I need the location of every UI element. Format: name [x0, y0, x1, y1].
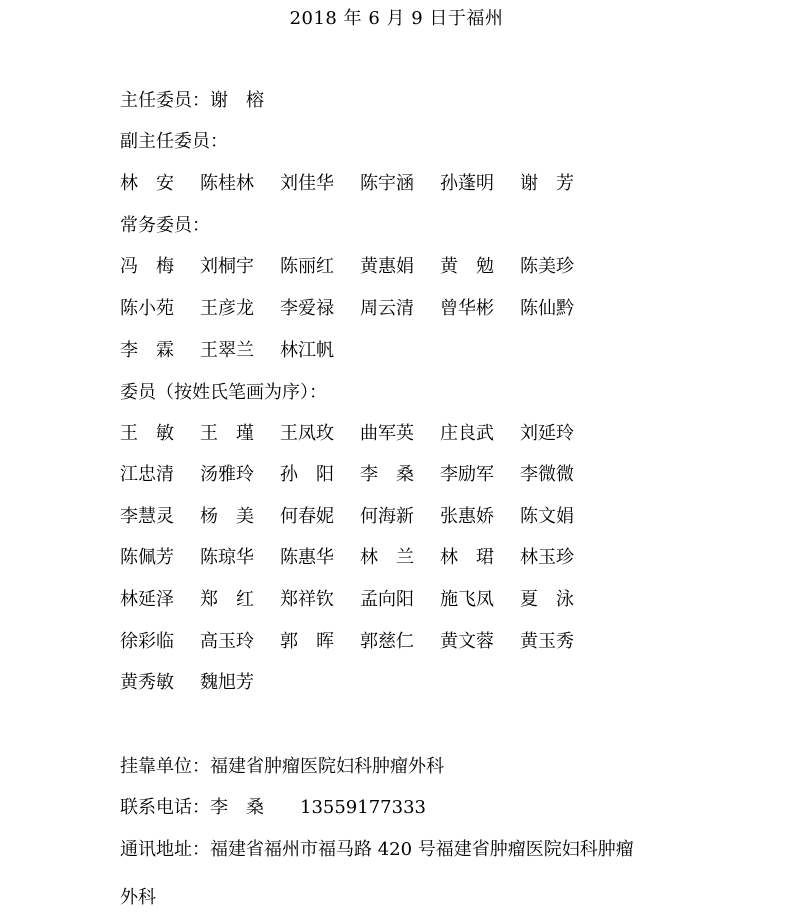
name-item: 郑 红	[200, 589, 254, 610]
member-row	[120, 587, 600, 613]
name-item: 郭 晖	[280, 631, 334, 652]
name-item: 施飞凤	[440, 589, 494, 610]
name-item: 孙 阳	[280, 464, 334, 485]
name-item: 李爱禄	[280, 298, 334, 319]
name-item: 魏旭芳	[200, 672, 254, 693]
name-item: 黄惠娟	[360, 256, 414, 277]
name-item: 刘佳华	[280, 173, 334, 194]
name-item: 何春妮	[280, 506, 334, 527]
member-row	[120, 462, 600, 488]
address-line: 通讯地址：福建省福州市福马路 420 号福建省肿瘤医院妇科肿瘤	[120, 839, 634, 860]
name-item: 夏 泳	[520, 589, 574, 610]
name-item: 黄玉秀	[520, 631, 574, 652]
name-item: 汤雅玲	[200, 464, 254, 485]
name-item: 谢 芳	[520, 173, 574, 194]
name-item: 林延泽	[120, 589, 174, 610]
date-line: 2018 年 6 月 9 日于福州	[289, 8, 504, 29]
name-item: 李 桑	[360, 464, 414, 485]
name-item: 周云清	[360, 298, 414, 319]
vice-director-row	[120, 171, 600, 197]
member-row	[120, 670, 280, 696]
name-item: 陈丽红	[280, 256, 334, 277]
name-item: 曾华彬	[440, 298, 494, 319]
name-item: 陈美珍	[520, 256, 574, 277]
name-item: 张惠娇	[440, 506, 494, 527]
standing-row	[120, 338, 360, 364]
member-row	[120, 504, 600, 530]
name-item: 刘延玲	[520, 423, 574, 444]
name-item: 陈桂林	[200, 173, 254, 194]
name-item: 林玉珍	[520, 547, 574, 568]
address-line-continued: 外科	[120, 887, 156, 908]
name-item: 陈宇涵	[360, 173, 414, 194]
name-item: 陈佩芳	[120, 547, 174, 568]
name-item: 孟向阳	[360, 589, 414, 610]
standing-row	[120, 254, 600, 280]
members-heading: 委员（按姓氏笔画为序）：	[120, 382, 327, 403]
name-item: 徐彩临	[120, 631, 174, 652]
contact-phone-line: 联系电话：李 桑 13559177333	[120, 797, 426, 818]
name-item: 郑祥钦	[280, 589, 334, 610]
name-item: 陈小苑	[120, 298, 174, 319]
director-line: 主任委员：谢 榕	[120, 90, 264, 111]
name-item: 黄 勉	[440, 256, 494, 277]
name-item: 林 珺	[440, 547, 494, 568]
name-item: 李微微	[520, 464, 574, 485]
name-item: 王 瑾	[200, 423, 254, 444]
name-item: 王 敏	[120, 423, 174, 444]
name-item: 黄文蓉	[440, 631, 494, 652]
name-item: 高玉玲	[200, 631, 254, 652]
name-item: 林 兰	[360, 547, 414, 568]
name-item: 杨 美	[200, 506, 254, 527]
name-item: 王凤玫	[280, 423, 334, 444]
name-item: 孙蓬明	[440, 173, 494, 194]
name-item: 冯 梅	[120, 256, 174, 277]
name-item: 黄秀敏	[120, 672, 174, 693]
name-item: 郭慈仁	[360, 631, 414, 652]
name-item: 李慧灵	[120, 506, 174, 527]
affiliated-unit-line: 挂靠单位：福建省肿瘤医院妇科肿瘤外科	[120, 756, 444, 777]
name-item: 林 安	[120, 173, 174, 194]
name-item: 王翠兰	[200, 340, 254, 361]
member-row	[120, 421, 600, 447]
name-item: 李励军	[440, 464, 494, 485]
name-item: 王彦龙	[200, 298, 254, 319]
name-item: 庄良武	[440, 423, 494, 444]
member-row	[120, 629, 600, 655]
name-item: 何海新	[360, 506, 414, 527]
vice-director-heading: 副主任委员：	[120, 131, 228, 152]
name-item: 陈仙黔	[520, 298, 574, 319]
name-item: 李 霖	[120, 340, 174, 361]
name-item: 林江帆	[280, 340, 334, 361]
name-item: 江忠清	[120, 464, 174, 485]
name-item: 曲军英	[360, 423, 414, 444]
standing-committee-heading: 常务委员：	[120, 215, 210, 236]
name-item: 陈文娟	[520, 506, 574, 527]
name-item: 陈琼华	[200, 547, 254, 568]
name-item: 刘桐宇	[200, 256, 254, 277]
standing-row	[120, 296, 600, 322]
name-item: 陈惠华	[280, 547, 334, 568]
member-row	[120, 545, 600, 571]
